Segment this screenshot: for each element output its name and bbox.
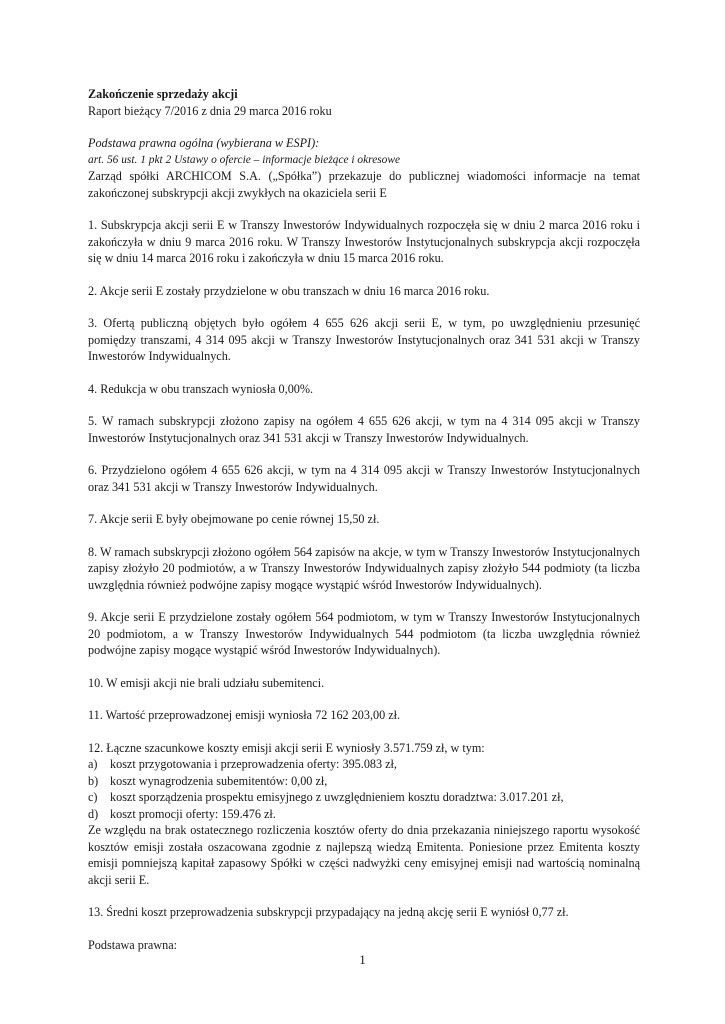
header-block	[88, 86, 640, 119]
paragraph-9: 9. Akcje serii E przydzielone zostały ogółem 564 podmiotom, w tym w Transzy Inwestorów Instytucjonalnych 20 podmiotom, a w Transzy Inwestorów Indywidualnych 544 podmiotom (ta liczba uwzględnia również podwójne zapisy mogące wystąpić wśród Inwestorów Indywidualnych).	[88, 610, 640, 657]
intro-text: Zarząd spółki ARCHICOM S.A. („Spółka”) przekazuje do publicznej wiadomości informacje na temat zakończonej subskrypcji akcji zwykłych na okaziciela serii E	[88, 169, 640, 200]
paragraph-2: 2. Akcje serii E zostały przydzielone w obu transzach w dniu 16 marca 2016 roku.	[88, 283, 490, 298]
basis-text: art. 56 ust. 1 pkt 2 Ustawy o ofercie – informacje bieżące i okresowe	[88, 153, 401, 166]
paragraph-13: 13. Średni koszt przeprowadzenia subskrypcji przypadający na jedną akcję serii E wyniósł 0,77 zł.	[88, 905, 569, 919]
list-marker: a)	[88, 757, 98, 771]
paragraph-5: 5. W ramach subskrypcji złożono zapisy na ogółem 4 655 626 akcji, w tym na 4 314 095 akcji w Transzy Inwestorów Instytucjonalnych oraz 341 531 akcji w Transzy Inwestorów Indywidualnych.	[88, 414, 640, 445]
list-item	[88, 773, 640, 790]
list-item	[88, 806, 640, 823]
paragraph-6: 6. Przydzielono ogółem 4 655 626 akcji, w tym na 4 314 095 akcji w Transzy Inwestorów Instytucjonalnych oraz 341 531 akcji w Transzy Inwestorów Indywidualnych.	[88, 463, 640, 494]
list-item	[88, 789, 640, 806]
basis-label: Podstawa prawna ogólna (wybierana w ESPI):	[88, 136, 320, 150]
list-item-text: koszt sporządzenia prospektu emisyjnego z uwzględnieniem kosztu doradztwa: 3.017.201 zł,	[110, 790, 564, 804]
list-marker: d)	[88, 806, 99, 821]
costs-list	[88, 756, 640, 822]
paragraph-1: 1. Subskrypcja akcji serii E w Transzy Inwestorów Indywidualnych rozpoczęła się w dniu 2 marca 2016 roku i zakończyła w dniu 9 marca 2016 roku. W Transzy Inwestorów Instytucjonalnych subskrypcja akcji rozpoczęła się w dniu 14 marca 2016 roku i zakończyła w dniu 15 marca 2016 roku.	[88, 218, 640, 265]
document-title: Zakończenie sprzedaży akcji	[88, 87, 238, 101]
paragraph-11: 11. Wartość przeprowadzonej emisji wyniosła 72 162 203,00 zł.	[88, 708, 401, 722]
list-marker: b)	[88, 773, 99, 788]
list-marker: c)	[88, 790, 98, 804]
basis-block	[88, 135, 640, 201]
legal-basis-label: Podstawa prawna:	[88, 937, 178, 952]
costs-note: Ze względu na brak ostatecznego rozliczenia kosztów oferty do dnia przekazania niniejszego raportu wysokość kosztów emisji została oszacowana zgodnie z najlepszą wiedzą Emitenta. Poniesione przez Emitenta koszty emisji pomniejszą kapitał zapasowy Spółki w części nadwyżki ceny emisyjnej emisji nad wartością nominalną akcji serii E.	[88, 823, 640, 887]
report-line: Raport bieżący 7/2016 z dnia 29 marca 2016 roku	[88, 103, 332, 118]
paragraph-10: 10. W emisji akcji nie brali udziału subemitenci.	[88, 675, 325, 690]
costs-heading: 12. Łączne szacunkowe koszty emisji akcji serii E wyniosły 3.571.759 zł, w tym:	[88, 740, 485, 755]
page-number: 1	[359, 952, 366, 967]
list-item	[88, 756, 640, 773]
list-item-text: koszt przygotowania i przeprowadzenia oferty: 395.083 zł,	[110, 757, 397, 771]
paragraph-4: 4. Redukcja w obu transzach wyniosła 0,00%.	[88, 381, 314, 396]
paragraph-12	[88, 740, 640, 889]
document-body	[88, 86, 640, 969]
paragraph-7: 7. Akcje serii E były obejmowane po cenie równej 15,50 zł.	[88, 512, 380, 526]
paragraph-3: 3. Ofertą publiczną objętych było ogółem 4 655 626 akcji serii E, w tym, po uwzględnieniu przesunięć pomiędzy transzami, 4 314 095 akcji w Transzy Inwestorów Instytucjonalnych oraz 341 531 akcji w Transzy Inwestorów Indywidualnych.	[88, 316, 640, 363]
paragraph-8: 8. W ramach subskrypcji złożono ogółem 564 zapisów na akcje, w tym w Transzy Inwestorów Instytucjonalnych zapisy złożyło 20 podmiotów, a w Transzy Inwestorów Indywidualnych zapisy złożyło 544 podmioty (ta liczba uwzględnia również podwójne zapisy mogące wystąpić wśród Inwestorów Indywidualnych).	[88, 544, 640, 592]
list-item-text: koszt promocji oferty: 159.476 zł.	[110, 806, 276, 821]
list-item-text: koszt wynagrodzenia subemitentów: 0,00 zł,	[110, 773, 328, 788]
